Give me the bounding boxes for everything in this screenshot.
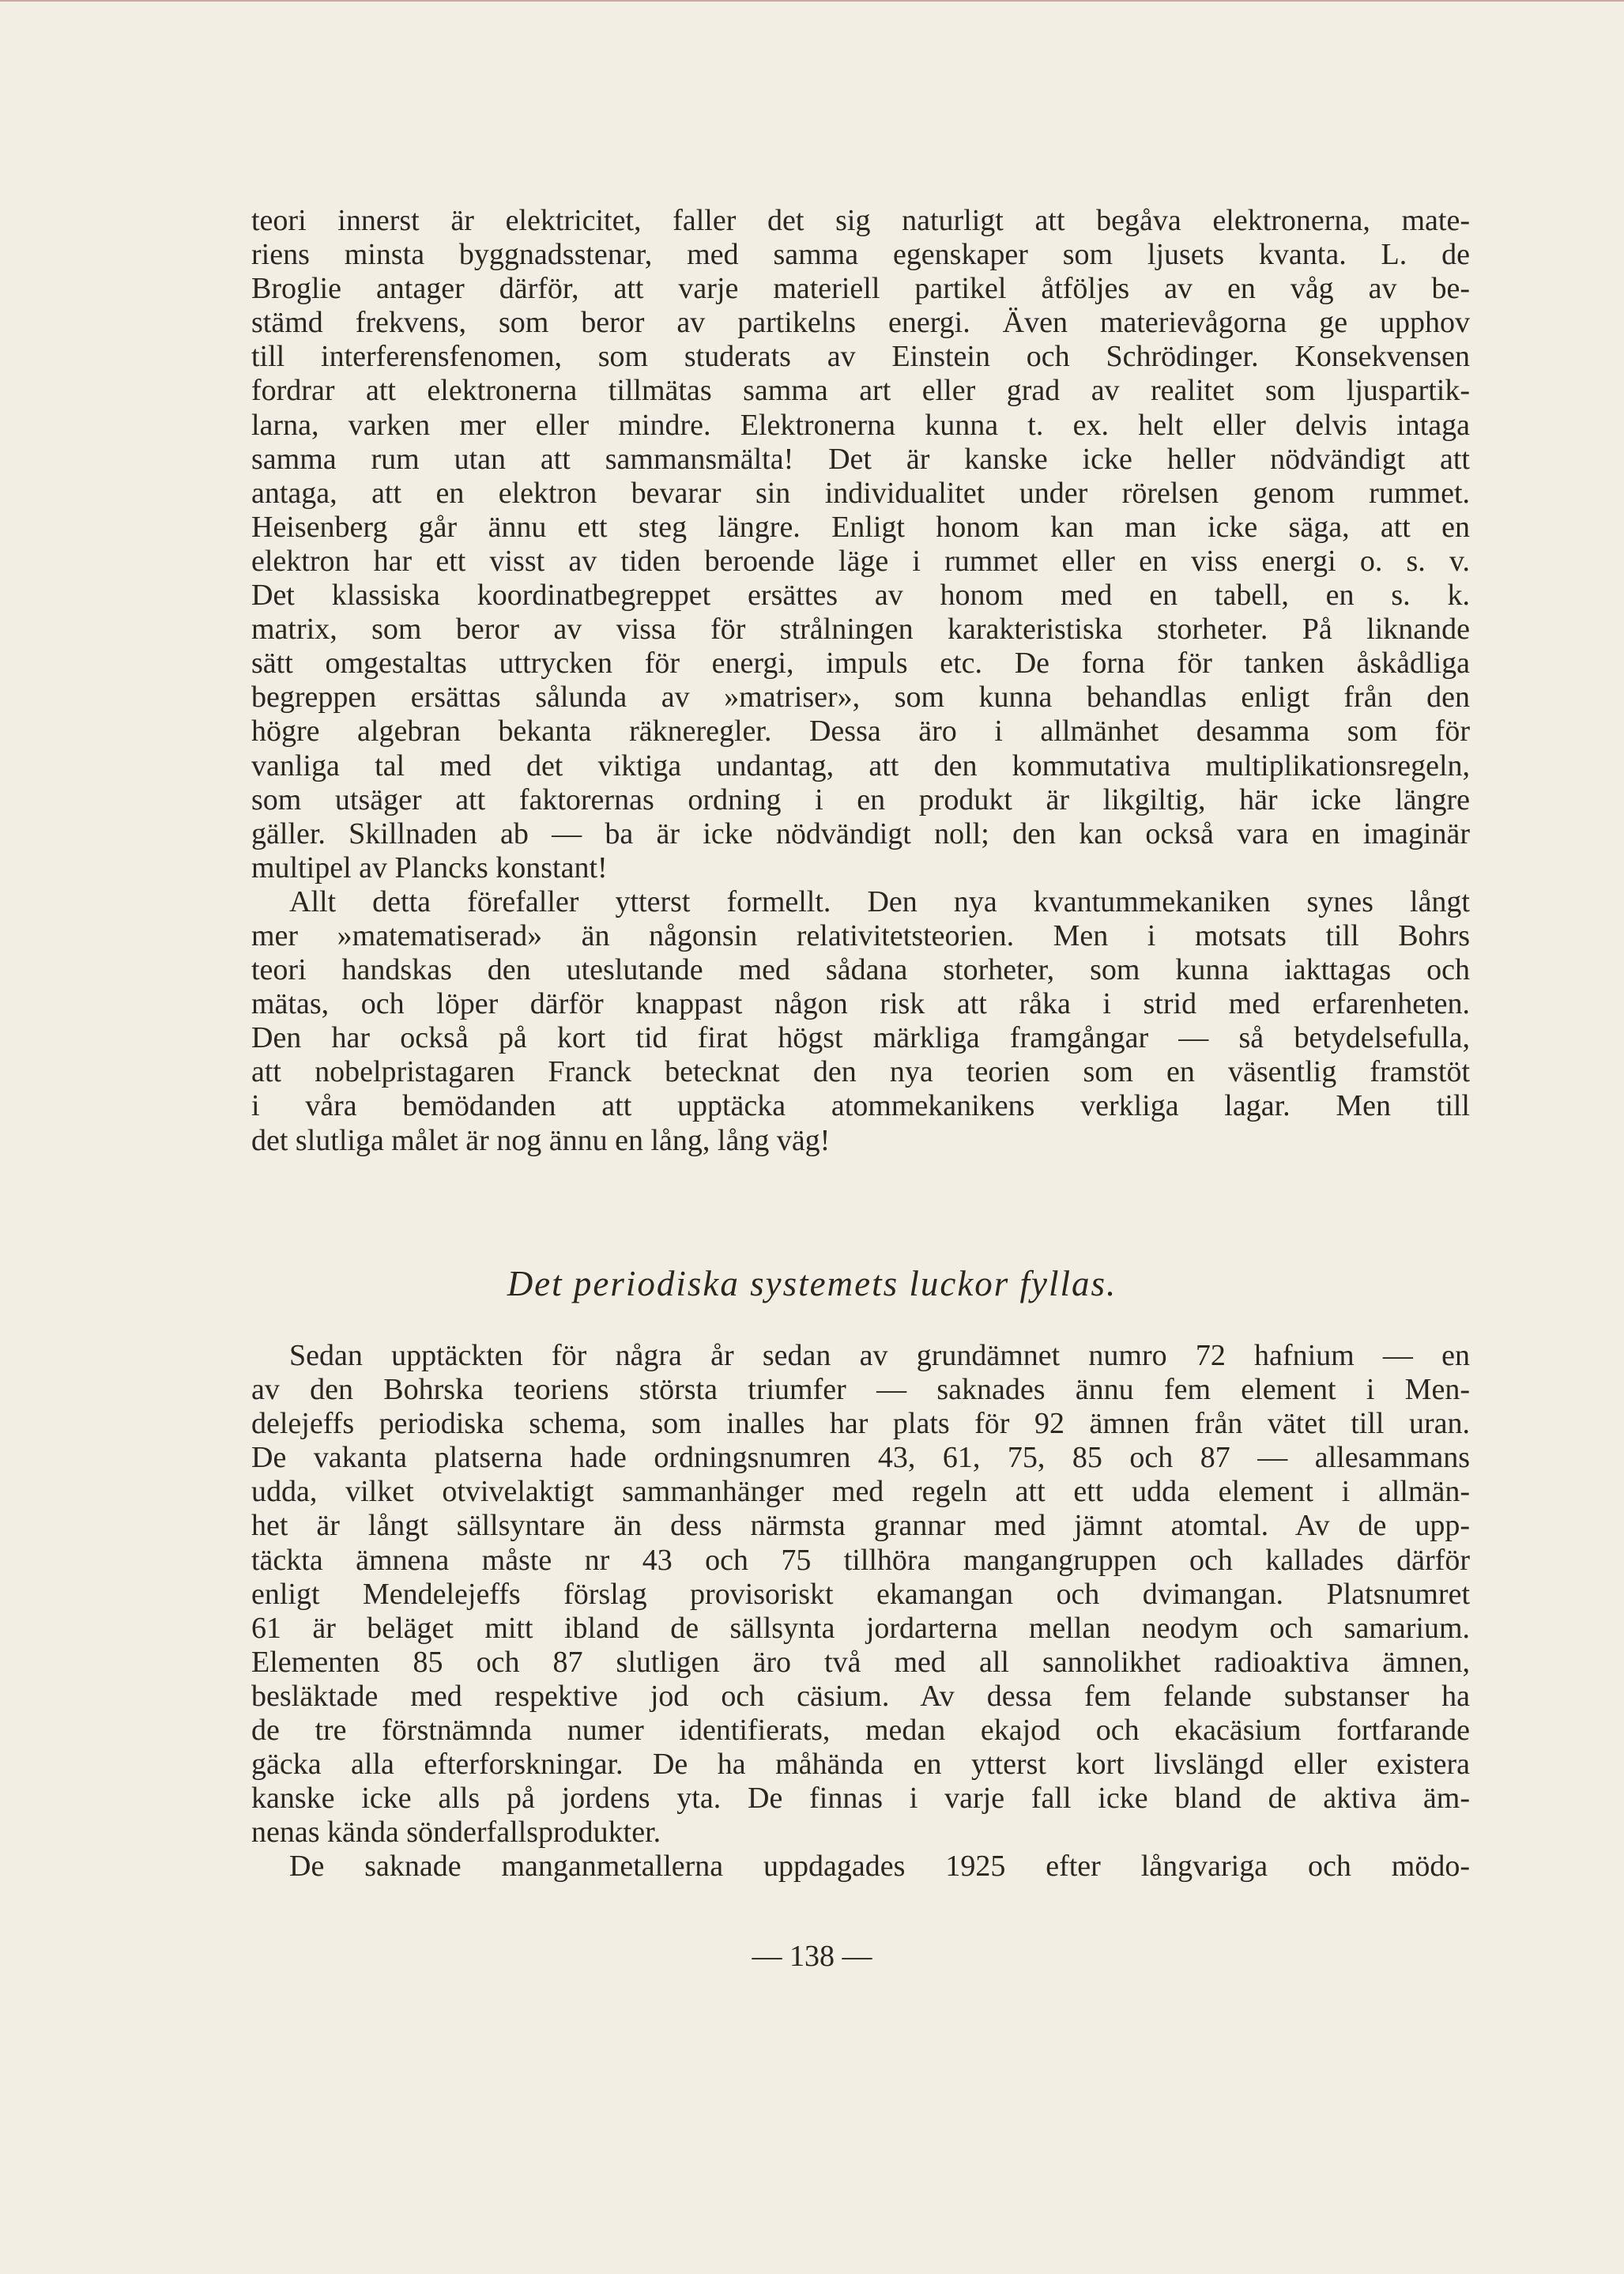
- text-line: antaga, att en elektron bevarar sin individualitet under rörelsen genom rummet.: [251, 476, 1470, 510]
- page-top-edge: [0, 0, 1624, 2]
- text-line: mätas, och löper därför knappast någon risk att råka i strid med erfarenheten.: [251, 987, 1470, 1021]
- text-line: till interferensfenomen, som studerats av Einstein och Schrödinger. Konsekvensen: [251, 340, 1470, 374]
- text-line: larna, varken mer eller mindre. Elektronerna kunna t. ex. helt eller delvis intaga: [251, 408, 1470, 442]
- text-line: gäller. Skillnaden ab — ba är icke nödvändigt noll; den kan också vara en imaginär: [251, 816, 1470, 850]
- text-line: gäcka alla efterforskningar. De ha måhända en ytterst kort livslängd eller existera: [251, 1748, 1470, 1782]
- text-line: Sedan upptäckten för några år sedan av grundämnet numro 72 hafnium — en: [289, 1339, 1470, 1372]
- text-line: elektron har ett visst av tiden beroende läge i rummet eller en viss energi o. s. v.: [251, 544, 1470, 578]
- text-line: de tre förstnämnda numer identifierats, medan ekajod och ekacäsium fortfarande: [251, 1714, 1470, 1748]
- text-line: 61 är beläget mitt ibland de sällsynta jordarterna mellan neodym och samarium.: [251, 1611, 1470, 1645]
- text-line: Elementen 85 och 87 slutligen äro två med all sannolikhet radioaktiva ämnen,: [251, 1645, 1470, 1679]
- text-line: samma rum utan att sammansmälta! Det är kanske icke heller nödvändigt att: [251, 442, 1470, 476]
- text-line: besläktade med respektive jod och cäsium. Av dessa fem felande substanser ha: [251, 1679, 1470, 1713]
- text-line: udda, vilket otvivelaktigt sammanhänger med regeln att ett udda element i allmän-: [251, 1475, 1470, 1509]
- text-line: enligt Mendelejeffs förslag provisoriskt ekamangan och dvimangan. Platsnumret: [251, 1577, 1470, 1611]
- page-number: — 138 —: [752, 1940, 872, 1973]
- text-line: högre algebran bekanta räkneregler. Dessa äro i allmänhet desamma som för: [251, 715, 1470, 749]
- text-line: teori handskas den uteslutande med sådana storheter, som kunna iakttagas och: [251, 953, 1470, 987]
- text-line: mer »matematiserad» än någonsin relativitetsteorien. Men i motsats till Bohrs: [251, 918, 1470, 952]
- body-text-upper: [251, 204, 1470, 1158]
- text-line: kanske icke alls på jordens yta. De finnas i varje fall icke bland de aktiva äm-: [251, 1782, 1470, 1816]
- body-text-lower: [251, 1339, 1470, 1884]
- text-line: fordrar att elektronerna tillmätas samma art eller grad av realitet som ljuspartik-: [251, 374, 1470, 408]
- text-line: delejeffs periodiska schema, som inalles har plats för 92 ämnen från vätet till uran.: [251, 1407, 1470, 1441]
- text-line: riens minsta byggnadsstenar, med samma egenskaper som ljusets kvanta. L. de: [251, 238, 1470, 272]
- text-line: som utsäger att faktorernas ordning i en produkt är likgiltig, här icke längre: [251, 783, 1470, 816]
- text-line: stämd frekvens, som beror av partikelns energi. Även materievågorna ge upphov: [251, 306, 1470, 340]
- text-line: multipel av Plancks konstant!: [251, 850, 608, 884]
- text-line: matrix, som beror av vissa för strålningen karakteristiska storheter. På liknande: [251, 613, 1470, 647]
- text-line: Broglie antager därför, att varje materiell partikel åtföljes av en våg av be-: [251, 272, 1470, 306]
- text-line: Det klassiska koordinatbegreppet ersättes av honom med en tabell, en s. k.: [251, 579, 1470, 613]
- text-line: Allt detta förefaller ytterst formellt. Den nya kvantummekaniken synes långt: [289, 884, 1470, 918]
- text-line: het är långt sällsyntare än dess närmsta grannar med jämnt atomtal. Av de upp-: [251, 1509, 1470, 1543]
- text-line: Heisenberg går ännu ett steg längre. Enligt honom kan man icke säga, att en: [251, 510, 1470, 544]
- text-line: teori innerst är elektricitet, faller det sig naturligt att begåva elektronerna, mate-: [251, 204, 1470, 237]
- text-line: vanliga tal med det viktiga undantag, att den kommutativa multiplikationsregeln,: [251, 749, 1470, 783]
- text-line: sätt omgestaltas uttrycken för energi, impuls etc. De forna för tanken åskådliga: [251, 647, 1470, 681]
- section-heading: Det periodiska systemets luckor fyllas.: [507, 1264, 1117, 1303]
- text-line: nenas kända sönderfallsprodukter.: [251, 1816, 661, 1850]
- text-line: De vakanta platserna hade ordningsnumren 43, 61, 75, 85 och 87 — allesammans: [251, 1441, 1470, 1475]
- text-line: det slutliga målet är nog ännu en lång, lång väg!: [251, 1123, 831, 1157]
- text-line: i våra bemödanden att upptäcka atommekanikens verkliga lagar. Men till: [251, 1089, 1470, 1123]
- text-line: Den har också på kort tid firat högst märkliga framgångar — så betydelsefulla,: [251, 1021, 1470, 1055]
- text-line: att nobelpristagaren Franck betecknat den nya teorien som en väsentlig framstöt: [251, 1055, 1470, 1089]
- text-line: av den Bohrska teoriens största triumfer — saknades ännu fem element i Men-: [251, 1373, 1470, 1407]
- text-line: De saknade manganmetallerna uppdagades 1925 efter långvariga och mödo-: [289, 1850, 1470, 1884]
- text-line: begreppen ersättas sålunda av »matriser», som kunna behandlas enligt från den: [251, 681, 1470, 715]
- text-line: täckta ämnena måste nr 43 och 75 tillhöra mangangruppen och kallades därför: [251, 1543, 1470, 1577]
